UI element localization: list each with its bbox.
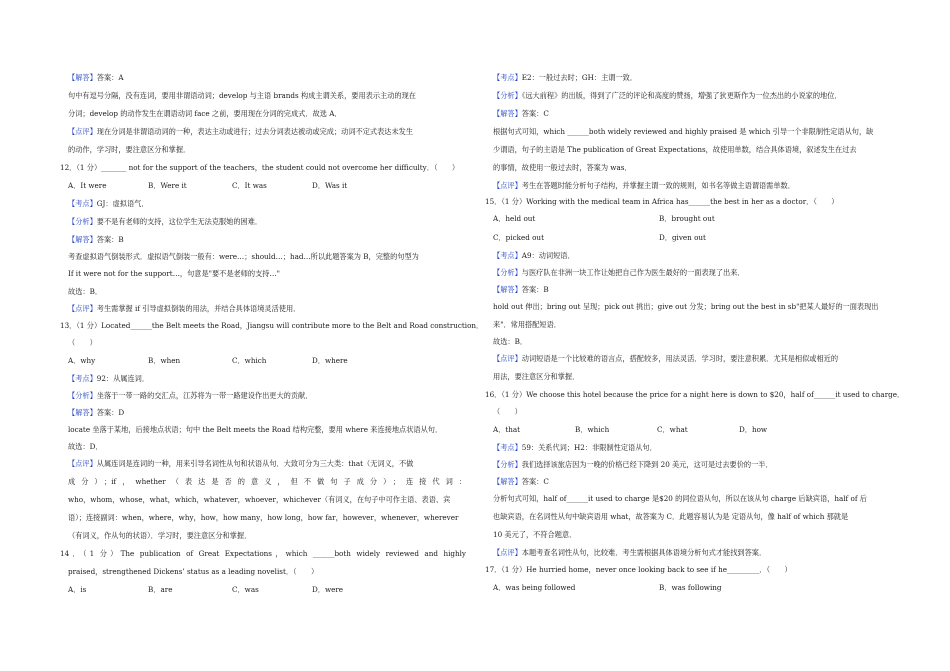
analysis-tag: 【分析】 <box>68 217 97 226</box>
option-d[interactable]: D．Was it <box>312 181 348 190</box>
comment-tag: 【点评】 <box>68 459 97 468</box>
q16-solution-line: 分析句式可知，half of______it used to charge 是$20 的同位语从句，所以在该从句 charge 后缺宾语，half of 后 <box>493 494 867 503</box>
comment-tag: 【点评】 <box>68 304 97 313</box>
q13-comment-line: who，whom，whose，what，which，whatever，whoever，whichever（有词义，在句子中可作主语、表语、宾 <box>68 495 451 504</box>
option-d[interactable]: D．how <box>739 425 768 434</box>
q11-comment-line: 【点评】现在分词是非谓语动词的一种，表达主动或进行；过去分词表达被动或完成；动词不定式表达未发生 <box>68 127 414 136</box>
q15-point-line: 【考点】A9：动词短语． <box>493 251 575 260</box>
q15-stem: 15．（1 分）Working with the medical team in Africa has______the best in her as a doctor．（ ） <box>485 197 839 206</box>
point-tag: 【考点】 <box>493 73 522 82</box>
q15-comment-line: 用法，要注意区分和掌握． <box>493 372 580 381</box>
q13-answer-line: 【解答】答案：D <box>68 408 125 417</box>
option-b[interactable]: B．was following <box>659 583 722 592</box>
option-a[interactable]: A．that <box>493 425 521 434</box>
q13-comment-line: 成分）；if，whether（表达是否的意义，但不做句子成分）；连接代词： <box>68 477 466 486</box>
q16-stem: 16．（1 分）We choose this hotel because the price for a night here is down to $20，half of______it used to charge． <box>485 390 905 399</box>
q16-solution-line: 也缺宾语，在名词性从句中缺宾语用 what，故答案为 C．此题容易认为是 定语从句，像 half of which 那就是 <box>493 512 849 521</box>
q14-solution-line: 根据句式可知，which ______both widely reviewed and highly praised 是 which 引导一个非限制性定语从句，缺 <box>493 127 874 136</box>
analysis-tag: 【分析】 <box>493 268 522 277</box>
q12-answer-line: 【解答】答案：B <box>68 235 124 244</box>
option-d[interactable]: D．where <box>312 356 348 365</box>
q13-solution-line: locate 坐落于某地，后接地点状语；句中 the Belt meets the Road 结构完整，要用 where 来连接地点状语从句． <box>68 425 443 434</box>
option-b[interactable]: B．which <box>575 425 610 434</box>
q13-comment-line: 【点评】从属连词是连词的一种，用来引导名词性从句和状语从句．大致可分为三大类：that（无词义，不做 <box>68 459 414 468</box>
answer-tag: 【解答】 <box>493 109 522 118</box>
q13-stem-paren: （ ） <box>68 338 97 347</box>
q16-solution-line: 10 美元了，不符合题意． <box>493 530 577 539</box>
q14-stem: praised，strengthened Dickens’ status as a leading novelist．（ ） <box>68 567 319 576</box>
q16-analysis-line: 【分析】我们选择该旅店因为一晚的价格已经下降到 20 美元，这可是过去要价的一半． <box>493 460 773 469</box>
option-a[interactable]: A．It were <box>68 181 107 190</box>
q13-analysis-line: 【分析】坐落于一带一路的交汇点，江苏将为一带一路建设作出更大的贡献． <box>68 391 313 400</box>
q11-solution-line: 分词；develop 的动作发生在谓语动词 face 之前，要用现在分词的完成式．故选 A． <box>68 109 342 118</box>
option-c[interactable]: C．was <box>232 585 259 594</box>
q16-stem-paren: （ ） <box>493 407 522 416</box>
point-tag: 【考点】 <box>493 251 522 260</box>
q14-analysis-line: 【分析】《远大前程》的出版，得到了广泛的评论和高度的赞扬，增强了狄更斯作为一位杰出的小说家的地位． <box>493 91 842 100</box>
option-d[interactable]: D．given out <box>659 233 706 242</box>
q17-stem: 17．（1 分）He hurried home，never once looking back to see if he_________．（ ） <box>485 565 792 574</box>
point-tag: 【考点】 <box>68 199 97 208</box>
q11-comment-line: 的动作，学习时，要注意区分和掌握． <box>68 145 191 154</box>
q12-stem: 12．（1 分）_______ not for the support of the teachers，the student could not overcome her difficulty．（ ） <box>60 163 460 172</box>
option-c[interactable]: C．picked out <box>493 233 544 242</box>
q14-solution-line: 少谓语，句子的主语是 The publication of Great Expectations，故使用单数，结合具体语境，叙述发生在过去 <box>493 145 857 154</box>
q12-analysis-line: 【分析】要不是有老师的支持，这位学生无法克服她的困难． <box>68 217 263 226</box>
q15-choice-line: 故选：B． <box>493 337 528 346</box>
answer-tag: 【解答】 <box>493 477 522 486</box>
analysis-tag: 【分析】 <box>493 460 522 469</box>
option-a[interactable]: A．is <box>68 585 87 594</box>
comment-tag: 【点评】 <box>493 181 522 190</box>
q15-solution-line: hold out 伸出；bring out 呈现；pick out 挑出；give out 分发；bring out the best in sb"把某人最好的一面表现出 <box>493 302 879 311</box>
q12-point-line: 【考点】GJ：虚拟语气． <box>68 199 149 208</box>
analysis-tag: 【分析】 <box>493 91 522 100</box>
q12-comment-line: 【点评】考生需掌握 if 引导虚拟倒装的用法，并结合具体语境灵活使用． <box>68 304 301 313</box>
comment-tag: 【点评】 <box>493 354 522 363</box>
q14-point-line: 【考点】E2：一般过去时；GH：主谓一致． <box>493 73 638 82</box>
answer-tag: 【解答】 <box>493 285 522 294</box>
q13-stem: 13．（1 分）Located______the Belt meets the Road，Jiangsu will contribute more to the Belt and Road construction． <box>60 321 484 330</box>
q13-comment-line: 语）；连接副词：when，where，why，how，how many，how long，how far，however，whenever，wherever <box>68 513 459 522</box>
analysis-tag: 【分析】 <box>68 391 97 400</box>
option-d[interactable]: D．were <box>312 585 344 594</box>
q13-comment-line: （有词义，作从句的状语）．学习时，要注意区分和掌握． <box>68 531 252 540</box>
q12-solution-line: 考查虚拟语气倒装形式．虚拟语气倒装一般有：were…；should…；had…所以此题答案为 B，完整的句型为 <box>68 252 419 261</box>
q14-comment-line: 【点评】考生在答题时能分析句子结构，并掌握主谓一致的规则，如书名等做主语谓语需单数． <box>493 181 795 190</box>
comment-tag: 【点评】 <box>68 127 97 136</box>
q14-stem: 14．（1 分）The publication of Great Expectations，which ______both widely reviewed and highly <box>60 549 466 558</box>
q15-answer-line: 【解答】答案：B <box>493 285 549 294</box>
answer-tag: 【解答】 <box>68 73 97 82</box>
q15-comment-line: 【点评】动词短语是一个比较难的语言点，搭配较多，用法灵活．学习时，要注意积累．尤其是相似或相近的 <box>493 354 839 363</box>
option-a[interactable]: A．why <box>68 356 96 365</box>
q16-comment-line: 【点评】本题考查名词性从句，比较难．考生需根据具体语境分析句式才能找到答案． <box>493 548 767 557</box>
option-c[interactable]: C．It was <box>232 181 267 190</box>
q11-answer-line: 【解答】答案：A <box>68 73 124 82</box>
q14-answer-line: 【解答】答案：C <box>493 109 549 118</box>
option-b[interactable]: B．when <box>148 356 181 365</box>
q13-point-line: 【考点】92：从属连词． <box>68 374 150 383</box>
option-c[interactable]: C．which <box>232 356 267 365</box>
option-a[interactable]: A．was being followed <box>493 583 576 592</box>
q13-choice-line: 故选：D． <box>68 442 103 451</box>
option-b[interactable]: B．are <box>148 585 173 594</box>
q16-point-line: 【考点】59：关系代词；H2：非限制性定语从句． <box>493 443 657 452</box>
option-a[interactable]: A．held out <box>493 214 536 223</box>
q15-analysis-line: 【分析】与医疗队在非洲一块工作让她把自己作为医生最好的一面表现了出来． <box>493 268 745 277</box>
answer-tag: 【解答】 <box>68 235 97 244</box>
point-tag: 【考点】 <box>68 374 97 383</box>
comment-tag: 【点评】 <box>493 548 522 557</box>
q12-choice-line: 故选：B． <box>68 287 103 296</box>
q15-solution-line: 来"．常用搭配短语． <box>493 320 561 329</box>
point-tag: 【考点】 <box>493 443 522 452</box>
option-b[interactable]: B．brought out <box>659 214 715 223</box>
option-b[interactable]: B．Were it <box>148 181 187 190</box>
option-c[interactable]: C．what <box>657 425 688 434</box>
q14-solution-line: 的事情，故使用一般过去时，答案为 was． <box>493 163 632 172</box>
q12-solution-line: If it were not for the support…，句意是"要不是老师的支持…" <box>68 269 280 278</box>
q16-answer-line: 【解答】答案：C <box>493 477 549 486</box>
answer-tag: 【解答】 <box>68 408 97 417</box>
q11-solution-line: 句中有逗号分隔，没有连词，要用非谓语动词；develop 与主语 brands 构成主谓关系，要用表示主动的现在 <box>68 91 416 100</box>
